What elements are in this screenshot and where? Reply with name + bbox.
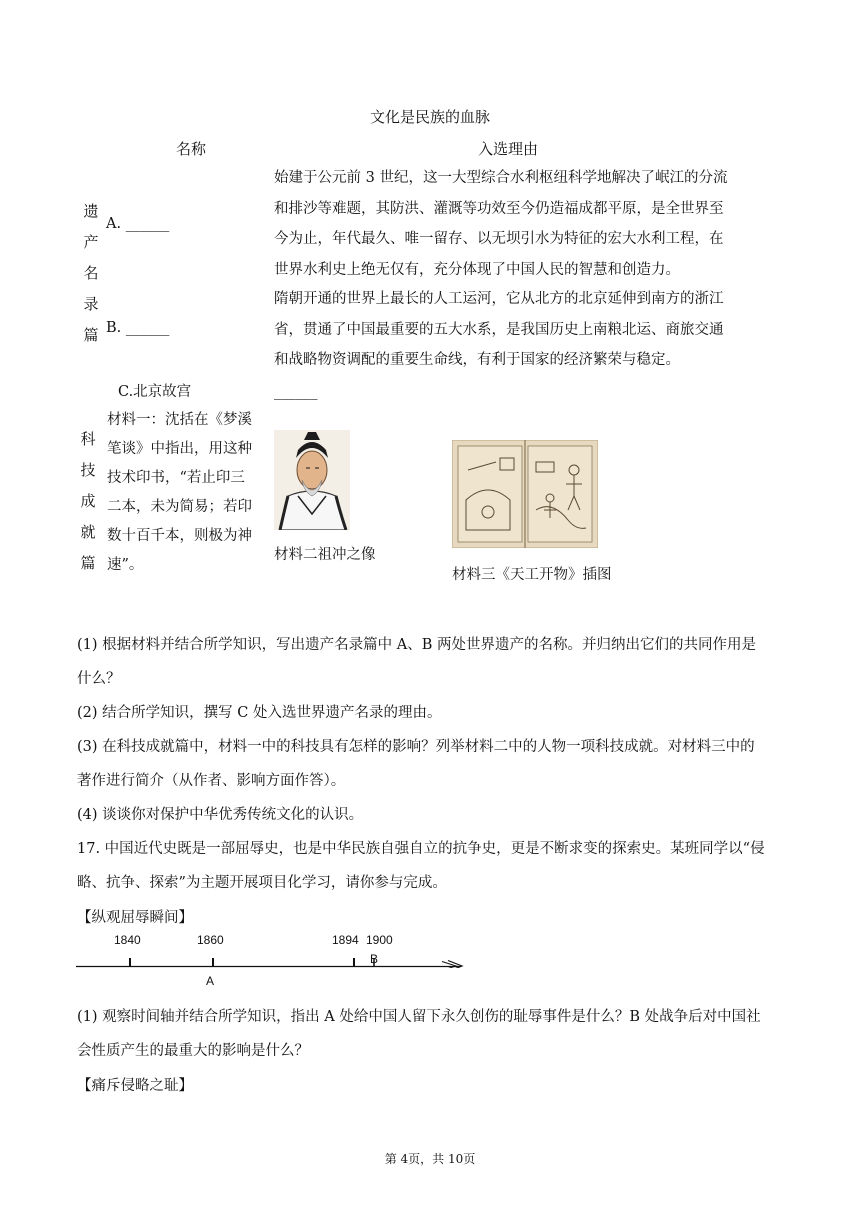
material-three-caption: 材料三《天工开物》插图	[452, 567, 612, 583]
timeline	[76, 928, 468, 968]
section-heading-humiliation: 【纵观屈辱瞬间】	[77, 910, 193, 926]
heritage-item-c: C.北京故宫	[118, 384, 192, 400]
timeline-year-1840: 1840	[114, 933, 141, 947]
reason-a-paragraph: 始建于公元前 3 世纪，这一大型综合水利枢纽科学地解决了岷江的分流 和排沙等难题，其防洪、灌溉等功效至今仍造福成都平原，是全世界至 今为止，年代最久、唯一留存、以无坝引水为特征的宏大水利工程，在 世界水利史上绝无仅有，充分体现了中国人民的智慧和创造力。	[274, 170, 728, 278]
page-footer: 第 4页，共 10页	[384, 1152, 476, 1166]
section-heading-condemn: 【痛斥侵略之耻】	[77, 1078, 193, 1094]
zu-chongzhi-portrait-image	[274, 430, 350, 530]
question-16-3: (3) 在科技成就篇中，材料一中的科技具有怎样的影响？列举材料二中的人物一项科技成就。对材料三中的 著作进行简介（从作者、影响方面作答）。	[77, 739, 755, 789]
heritage-item-a: A. ______	[106, 216, 170, 232]
timeline-year-1894: 1894	[332, 933, 359, 947]
material-one-text: 材料一：沈括在《梦溪 笔谈》中指出，用这种 技术印书，“若止印三 二本，未为简易；若印 数十百千本，则极为神 速”。	[107, 412, 252, 573]
tiangong-kaiwu-illustration	[452, 440, 598, 548]
question-17-intro: 17. 中国近代史既是一部屈辱史，也是中华民族自强自立的抗争史，更是不断求变的探索史。某班同学以“侵 略、抗争、探索”为主题开展项目化学习，请你参与完成。	[77, 841, 765, 891]
heritage-item-b: B. ______	[106, 320, 170, 336]
page-title: 文化是民族的血脉	[369, 108, 490, 126]
material-two-caption: 材料二祖冲之像	[274, 547, 376, 563]
timeline-year-1900: 1900	[366, 933, 393, 947]
question-17-1: (1) 观察时间轴并结合所学知识，指出 A 处给中国人留下永久创伤的耻辱事件是什么？B 处战争后对中国社 会性质产生的最重大的影响是什么？	[77, 1009, 761, 1059]
tech-section-label: 科 技 成 就 篇	[80, 430, 96, 572]
heritage-section-label: 遗 产 名 录 篇	[83, 202, 99, 344]
question-16-4: (4) 谈谈你对保护中华优秀传统文化的认识。	[77, 807, 364, 823]
column-header-name: 名称	[176, 140, 207, 158]
timeline-marker-a: A	[206, 974, 215, 988]
question-16-1: (1) 根据材料并结合所学知识，写出遗产名录篇中 A、B 两处世界遗产的名称。并归纳出它们的共同作用是 什么？	[77, 637, 756, 687]
timeline-marker-b: B	[370, 952, 379, 966]
question-16-2: (2) 结合所学知识，撰写 C 处入选世界遗产名录的理由。	[77, 705, 442, 721]
column-header-reason: 入选理由	[478, 140, 539, 158]
reason-c-blank: ______	[274, 384, 318, 400]
timeline-year-1860: 1860	[197, 933, 224, 947]
reason-b-paragraph: 隋朝开通的世界上最长的人工运河，它从北方的北京延伸到南方的浙江 省，贯通了中国最重要的五大水系，是我国历史上南粮北运、商旅交通 和战略物资调配的重要生命线，有利于国家的经济繁荣与稳定。	[274, 291, 724, 368]
